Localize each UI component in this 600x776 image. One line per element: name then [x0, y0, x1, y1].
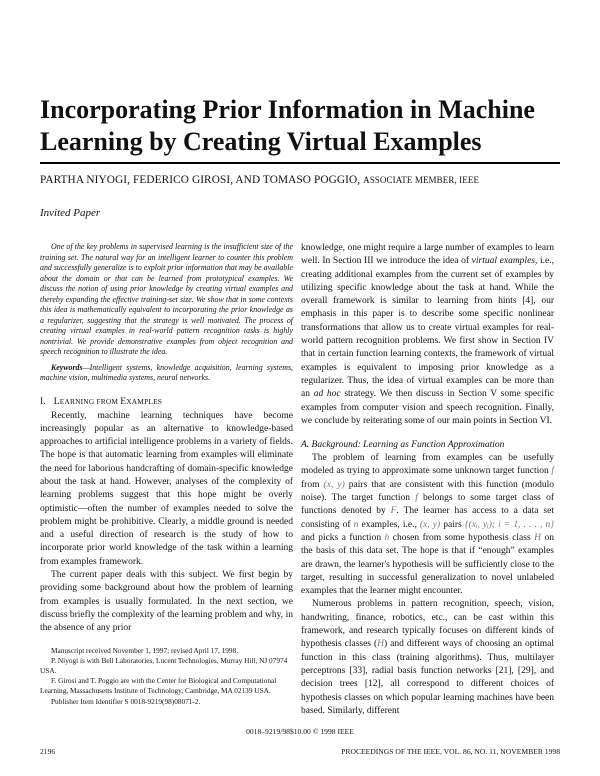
paper-title: Incorporating Prior Information in Machine Learning by Creating Virtual Examples	[40, 95, 535, 156]
subsection-heading-a: A. Background: Learning as Function Approximation	[301, 440, 505, 451]
page-number: 2196	[40, 747, 56, 756]
section-heading-1: I. LEARNING FROM EXAMPLES	[40, 396, 163, 407]
paper-type: Invited Paper	[40, 207, 101, 219]
left-column	[40, 242, 293, 707]
section1-paragraph-2: The current paper deals with this subject. We first begin by providing some background about how the problem of learning from examples is usually formulated. In the next section, we discuss briefly the complexity of the learning problem and why, in the absence of any prior	[40, 570, 293, 634]
subsection-a-paragraph-2: Numerous problems in pattern recognition, speech, vision, handwriting, finance, robotics, etc., can be cast within this framework, and research typically focuses on different kinds of hypothesis classes (H) and different ways of choosing an optimal function in this class (training algorithms). Thus, multilayer perceptrons [33], radial basis function networks [21], [29], and decision trees [12], all correspond to different choices of hypothesis classes on which popular learning machines have been based. Similarly, different	[301, 599, 554, 716]
abstract: One of the key problems in supervised learning is the insufficient size of the training set. The natural way for an intelligent learner to counter this problem and successfully generalize is to exploit prior information that may be available about the domain or that can be learned from prototypical examples. We discuss the notion of using prior knowledge by creating virtual examples and thereby expanding the effective training-set size. We show that in some contexts this idea is mathematically equivalent to incorporating the prior knowledge as a regularizer, suggesting that the strategy is well motivated. The process of creating virtual examples in real-world pattern recognition tasks is highly nontrivial. We provide demonstrative examples from object recognition and speech recognition to illustrate the idea.	[40, 242, 293, 356]
title-rule	[40, 162, 560, 164]
keywords-label: Keywords	[51, 362, 83, 372]
intro-continued-paragraph: knowledge, one might require a large number of examples to learn well. In Section III we introduce the idea of virtual examples, i.e., creating additional examples from the current set of examples by utilizing specific knowledge about the task at hand. While the overall framework is similar to learning from hints [4], our emphasis in this paper is to describe some specific nonlinear transformations that allow us to create virtual examples for real-world pattern recognition problems. We first show in Section IV that in certain function learning contexts, the framework of virtual examples is equivalent to imposing prior knowledge as a regularizer. Thus, the idea of virtual examples can be more than an ad hoc strategy. We then discuss in Section V some specific examples from computer vision and speech recognition. Finally, we conclude by reiterating some of our main points in Section VI.	[301, 243, 554, 426]
subsection-a-paragraph-1: The problem of learning from examples can be usefully modeled as trying to approximate some unknown target function f from (x, y) pairs that are consistent with this function (modulo noise). The target function f belongs to some target class of functions denoted by F. The learner has access to a data set consisting of n examples, i.e., (x, y) pairs {(xᵢ, yᵢ); i = 1, . . . , n} and picks a function h chosen from some hypothesis class H on the basis of this data set. The hope is that if “enough” examples are drawn, the learner's hypothesis will be sufficiently close to the target, resulting in successful generalization to novel unlabeled examples that the learner might encounter.	[301, 453, 555, 597]
footnote: P. Niyogi is with Bell Laboratories, Lucent Technologies, Murray Hill, NJ 07974 USA.	[40, 656, 288, 675]
journal-info: PROCEEDINGS OF THE IEEE, VOL. 86, NO. 11, NOVEMBER 1998	[341, 747, 560, 756]
footnotes	[40, 646, 293, 707]
footnote: Manuscript received November 1, 1997; revised April 17, 1998.	[51, 645, 239, 655]
right-column	[301, 242, 554, 718]
section1-paragraph-1: Recently, machine learning techniques have become increasingly popular as an alternative to knowledge-based approaches to artificial intelligence problems in a variety of fields. The hope is that automatic learning from examples will eliminate the need for laborious handcrafting of domain-specific knowledge about the task at hand. However, analyses of the complexity of learning problems suggest that this hope might be overly optimistic—often the number of examples needed to solve the problem might be prohibitive. Clearly, a middle ground is needed and a useful direction of research is the study of how to incorporate prior world knowledge of the task within a learning from examples framework.	[40, 410, 293, 567]
author-affiliation: ASSOCIATE MEMBER, IEEE	[363, 175, 480, 185]
footnote: Publisher Item Identifier S 0018-9219(98)08071-2.	[51, 696, 201, 706]
footnote: F. Girosi and T. Poggio are with the Center for Biological and Computational Learning, Massachusetts Institute of Technology, Cambridge, MA 02139 USA.	[40, 676, 277, 695]
keywords-text: —Intelligent systems, knowledge acquisition, learning systems, machine vision, multimedia systems, neural networks.	[40, 362, 293, 382]
authors: PARTHA NIYOGI, FEDERICO GIROSI, AND TOMASO POGGIO,	[40, 174, 361, 186]
keywords	[40, 363, 293, 384]
copyright-line: 0018–9219/98$10.00 © 1998 IEEE	[246, 727, 354, 736]
author-line	[40, 174, 560, 186]
